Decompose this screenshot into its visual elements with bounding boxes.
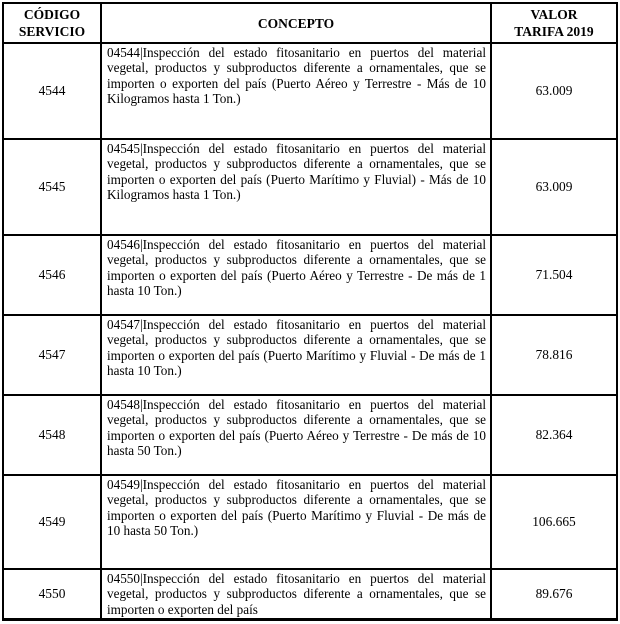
header-row	[3, 3, 617, 43]
valor-cell: 106.665	[491, 475, 617, 569]
header-codigo-servicio-label: CÓDIGO SERVICIO	[18, 7, 86, 39]
header-valor-tarifa-label: VALOR TARIFA 2019	[514, 7, 594, 39]
table-row	[3, 43, 617, 139]
concepto-cell	[101, 569, 491, 620]
table-row	[3, 315, 617, 395]
codigo-cell: 4550	[3, 569, 101, 620]
concepto-cell	[101, 235, 491, 315]
concepto-text: 04544|Inspección del estado fitosanitario en puertos del material vegetal, productos y subproductos diferente a ornamentales, que se importen o exporten del país (Puerto Aéreo y Terrestre - Más de 10 Kilogramos hasta 1 Ton.)	[107, 45, 486, 107]
concepto-cell	[101, 43, 491, 139]
concepto-text: 04546|Inspección del estado fitosanitario en puertos del material vegetal, productos y subproductos diferente a ornamentales, que se importen o exporten del país (Puerto Aéreo y Terrestre - De más de 1 hasta 10 Ton.)	[107, 237, 486, 299]
concepto-text: 04545|Inspección del estado fitosanitario en puertos del material vegetal, productos y subproductos diferente a ornamentales, que se importen o exporten del país (Puerto Marítimo y Fluvial) - Más de 10 Kilogramos hasta 1 Ton.)	[107, 141, 486, 203]
table-row	[3, 235, 617, 315]
concepto-text: 04549|Inspección del estado fitosanitario en puertos del material vegetal, productos y subproductos diferente a ornamentales, que se importen o exporten del país (Puerto Marítimo y Fluvial - De más de 10 hasta 50 Ton.)	[107, 477, 486, 539]
table-row-truncated	[3, 569, 617, 620]
concepto-text: 04547|Inspección del estado fitosanitario en puertos del material vegetal, productos y subproductos diferente a ornamentales, que se importen o exporten del país (Puerto Marítimo y Fluvial - De más de 1 hasta 10 Ton.)	[107, 317, 486, 379]
concepto-cell	[101, 139, 491, 235]
codigo-cell: 4546	[3, 235, 101, 315]
valor-cell: 63.009	[491, 43, 617, 139]
valor-cell: 71.504	[491, 235, 617, 315]
valor-cell: 78.816	[491, 315, 617, 395]
valor-cell: 82.364	[491, 395, 617, 475]
codigo-cell: 4545	[3, 139, 101, 235]
header-codigo-servicio	[3, 3, 101, 43]
concepto-cell	[101, 395, 491, 475]
table-row	[3, 475, 617, 569]
concepto-cell	[101, 475, 491, 569]
table-row	[3, 139, 617, 235]
tariff-table	[2, 2, 618, 621]
table-row	[3, 395, 617, 475]
valor-cell: 63.009	[491, 139, 617, 235]
valor-cell: 89.676	[491, 569, 617, 620]
codigo-cell: 4544	[3, 43, 101, 139]
concepto-text: 04550|Inspección del estado fitosanitario en puertos del material vegetal, productos y subproductos diferente a ornamentales, que se importen o exporten del país	[107, 571, 486, 617]
codigo-cell: 4547	[3, 315, 101, 395]
codigo-cell: 4549	[3, 475, 101, 569]
header-concepto	[101, 3, 491, 43]
header-concepto-label: CONCEPTO	[257, 15, 335, 31]
codigo-cell: 4548	[3, 395, 101, 475]
header-valor-tarifa	[491, 3, 617, 43]
concepto-cell	[101, 315, 491, 395]
concepto-text: 04548|Inspección del estado fitosanitario en puertos del material vegetal, productos y subproductos diferente a ornamentales, que se importen o exporten del país (Puerto Aéreo y Terrestre - De más de 10 hasta 50 Ton.)	[107, 397, 486, 459]
